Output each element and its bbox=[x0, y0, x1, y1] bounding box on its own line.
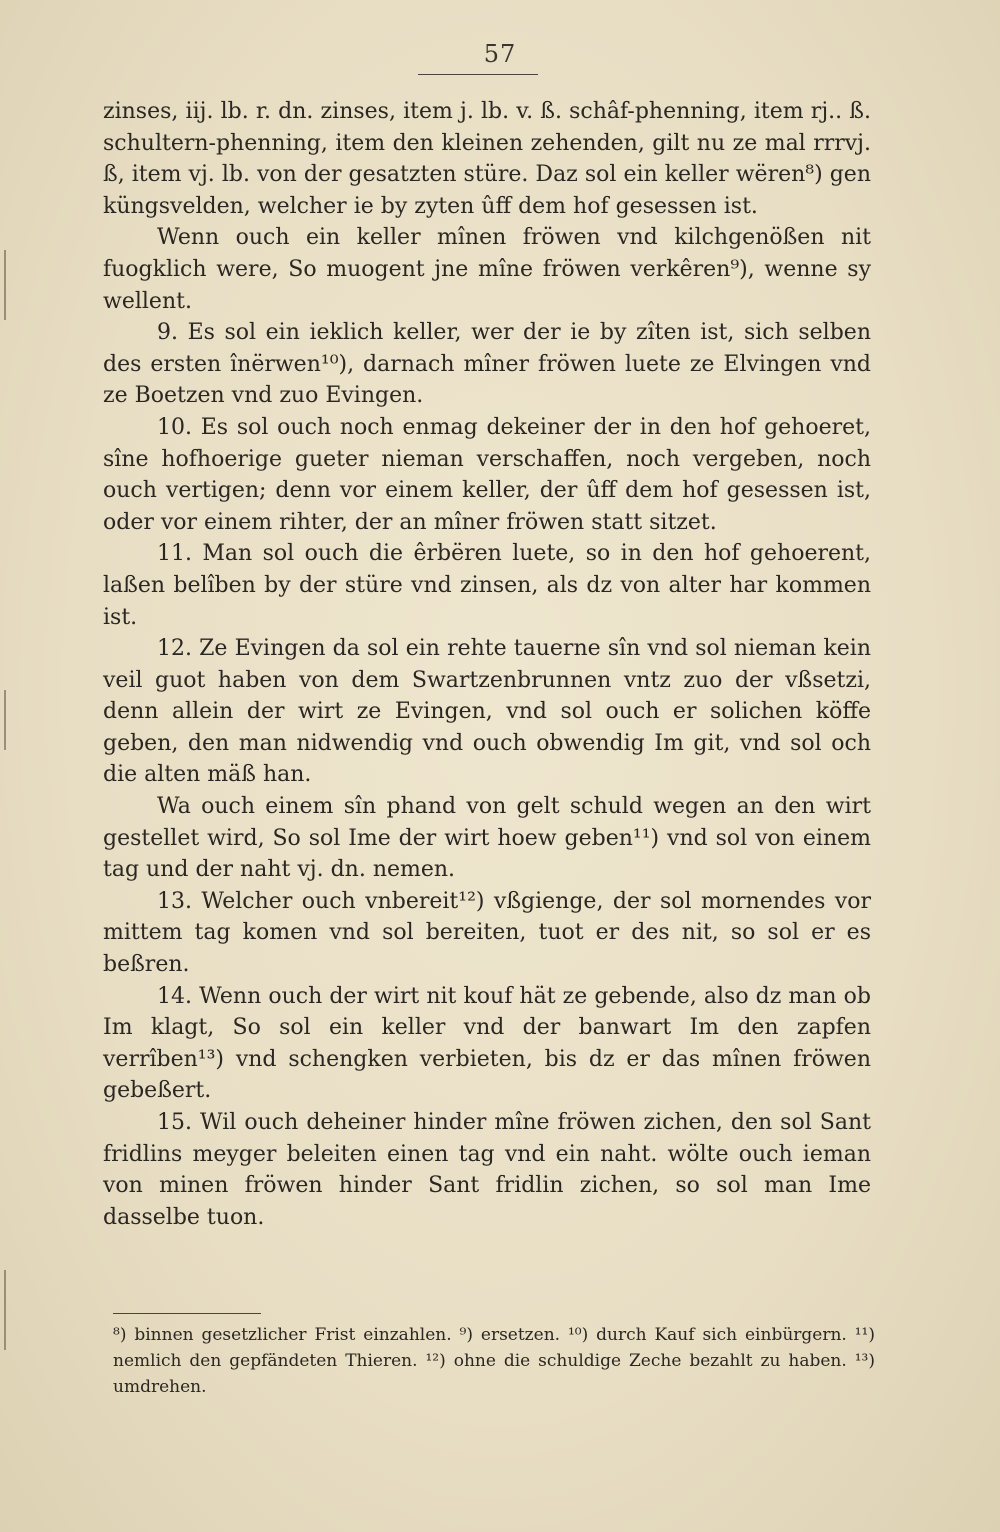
paragraph-section-10: 10. Es sol ouch noch enmag dekeiner der in den hof gehoeret, sîne hofhoerige gueter nieman verschaffen, noch vergeben, noch ouch vertigen; denn vor einem keller, der ûff dem hof gesessen ist, oder vor einem rihter, der an mîner fröwen statt sitzet. bbox=[103, 414, 871, 535]
margin-mark bbox=[4, 250, 6, 320]
paragraph-section-14: 14. Wenn ouch der wirt nit kouf hät ze gebende, also dz man ob Im klagt, So sol ein keller vnd der banwart Im den zapfen verrîben¹³) vnd schengken verbieten, bis dz er das mînen fröwen gebeßert. bbox=[103, 983, 871, 1104]
margin-mark bbox=[4, 1270, 6, 1350]
paragraph-section-9: 9. Es sol ein ieklich keller, wer der ie by zîten ist, sich selben des ersten înërwen¹⁰), darnach mîner fröwen luete ze Elvingen vnd ze Boetzen vnd zuo Evingen. bbox=[103, 320, 871, 409]
paragraph: Wa ouch einem sîn phand von gelt schuld wegen an den wirt gestellet wird, So sol Ime der wirt hoew geben¹¹) vnd sol von einem tag und der naht vj. dn. nemen. bbox=[103, 794, 871, 883]
paragraph-section-15: 15. Wil ouch deheiner hinder mîne fröwen zichen, den sol Sant fridlins meyger beleiten einen tag vnd ein naht. wölte ouch ieman von minen fröwen hinder Sant fridlin zichen, so sol man Ime dasselbe tuon. bbox=[103, 1110, 871, 1230]
paragraph: zinses, iij. lb. r. dn. zinses, item j. lb. v. ß. schâf-phenning, item rj.. ß. schultern-phenning, item den kleinen zehenden, gilt nu ze mal rrrvj. ß, item vj. lb. von der gesatzten stüre. Daz sol ein keller wëren⁸) gen küngsvelden, welcher ie by zyten ûff dem hof gesessen ist. bbox=[103, 99, 871, 219]
page-number: 57 bbox=[483, 40, 517, 68]
footnote-text: ⁸) binnen gesetzlicher Frist einzahlen. ⁹) ersetzen. ¹⁰) durch Kauf sich einbürgern. ¹¹) nemlich den gepfändeten Thieren. ¹²) ohne die schuldige Zeche bezahlt zu haben. ¹³) umdrehen. bbox=[113, 1325, 875, 1397]
page-number-rule bbox=[418, 74, 538, 75]
paragraph-section-13: 13. Welcher ouch vnbereit¹²) vßgienge, der sol mornendes vor mittem tag komen vnd sol bereiten, tuot er des nit, so sol er es beßren. bbox=[103, 888, 871, 978]
footnotes bbox=[113, 1322, 875, 1400]
paragraph-section-12: 12. Ze Evingen da sol ein rehte tauerne sîn vnd sol nieman kein veil guot haben von dem Swartzenbrunnen vntz zuo der vßsetzi, denn allein der wirt ze Evingen, vnd sol ouch er solichen köffe geben, den man nidwendig vnd ouch obwendig Im git, vnd sol och die alten mäß han. bbox=[103, 636, 871, 788]
paragraph-section-11: 11. Man sol ouch die êrbëren luete, so in den hof gehoerent, laßen belîben by der stüre vnd zinsen, als dz von alter har kommen ist. bbox=[103, 541, 871, 630]
body-text bbox=[103, 96, 871, 1233]
margin-mark bbox=[4, 690, 6, 750]
paragraph: Wenn ouch ein keller mînen fröwen vnd kilchgenößen nit fuogklich were, So muogent jne mîne fröwen verkêren⁹), wenne sy wellent. bbox=[103, 225, 871, 314]
footnote-rule bbox=[113, 1313, 261, 1314]
